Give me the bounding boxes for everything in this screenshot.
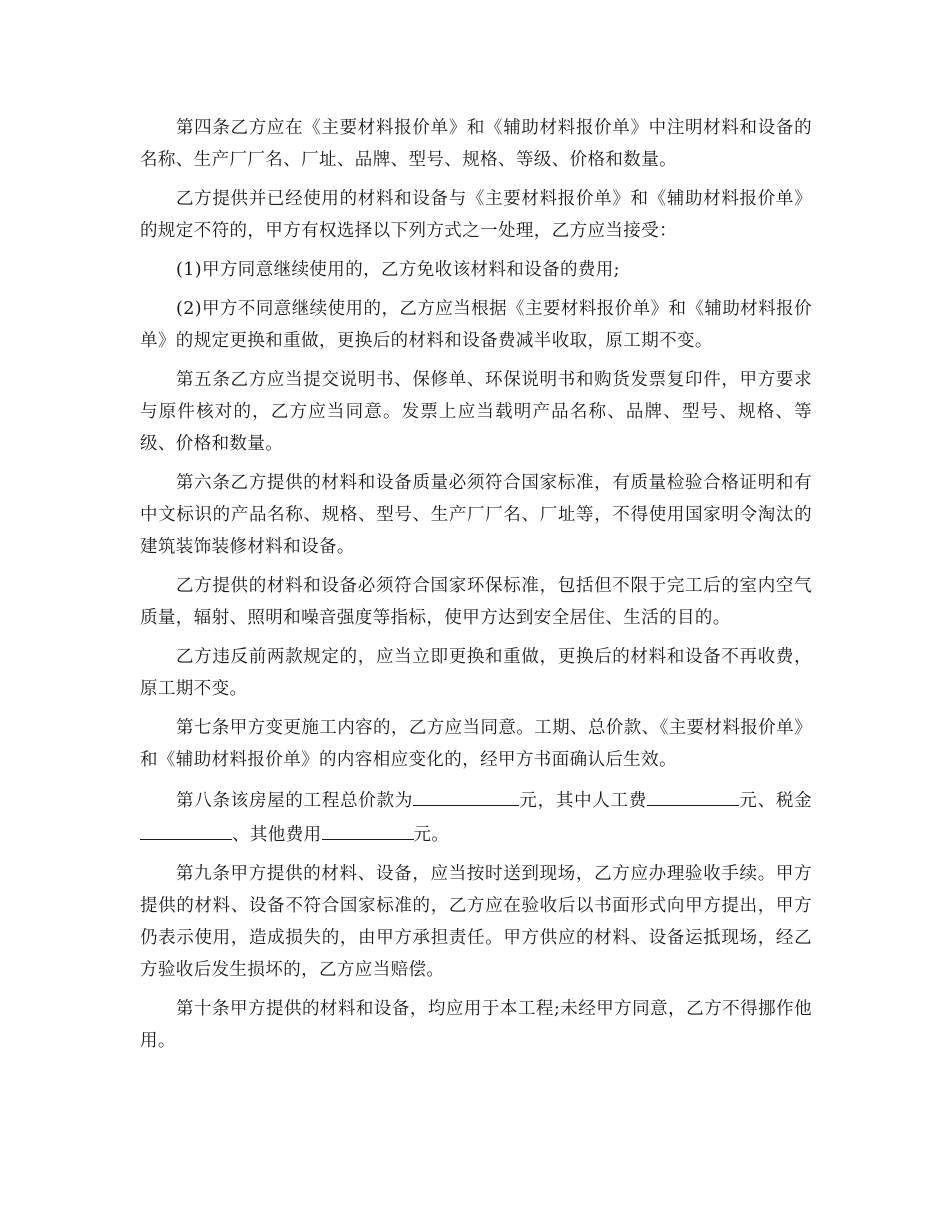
document-body xyxy=(140,112,812,1064)
other-cost-blank[interactable] xyxy=(322,817,414,840)
article-4-option-1: (1)甲方同意继续使用的，乙方免收该材料和设备的费用; xyxy=(176,260,620,280)
article-8-text-2: 元，其中人工费 xyxy=(519,791,648,811)
article-4-option-2: (2)甲方不同意继续使用的，乙方应当根据《主要材料报价单》和《辅助材料报价单》的规定更换和重做，更换后的材料和设备费减半收取，原工期不变。 xyxy=(140,299,812,351)
article-10-paragraph: 第十条甲方提供的材料和设备，均应用于本工程;未经甲方同意，乙方不得挪作他用。 xyxy=(140,999,812,1051)
tax-blank[interactable] xyxy=(140,817,232,840)
article-8-text-1: 第八条该房屋的工程总价款为 xyxy=(176,791,414,811)
article-6-environment-paragraph: 乙方提供的材料和设备必须符合国家环保标准，包括但不限于完工后的室内空气质量，辐射、照明和噪音强度等指标，使甲方达到安全居住、生活的目的。 xyxy=(140,576,812,628)
article-7-paragraph: 第七条甲方变更施工内容的，乙方应当同意。工期、总价款、《主要材料报价单》和《辅助材料报价单》的内容相应变化的，经甲方书面确认后生效。 xyxy=(140,718,812,770)
article-4-nonconformity-paragraph: 乙方提供并已经使用的材料和设备与《主要材料报价单》和《辅助材料报价单》的规定不符的，甲方有权选择以下列方式之一处理，乙方应当接受： xyxy=(140,189,812,241)
labor-cost-blank[interactable] xyxy=(647,783,739,806)
article-6-paragraph: 第六条乙方提供的材料和设备质量必须符合国家标准，有质量检验合格证明和有中文标识的产品名称、规格、型号、生产厂厂名、厂址等，不得使用国家明令淘汰的建筑装饰装修材料和设备。 xyxy=(140,473,812,557)
article-8-text-5: 元。 xyxy=(413,825,450,845)
article-4-paragraph: 第四条乙方应在《主要材料报价单》和《辅助材料报价单》中注明材料和设备的名称、生产厂厂名、厂址、品牌、型号、规格、等级、价格和数量。 xyxy=(140,118,812,170)
article-8-paragraph xyxy=(140,783,812,851)
article-9-paragraph: 第九条甲方提供的材料、设备，应当按时送到现场，乙方应办理验收手续。甲方提供的材料、设备不符合国家标准的，乙方应在验收后以书面形式向甲方提出，甲方仍表示使用，造成损失的，由甲方承担责任。甲方供应的材料、设备运抵现场，经乙方验收后发生损坏的，乙方应当赔偿。 xyxy=(140,864,812,980)
article-5-paragraph: 第五条乙方应当提交说明书、保修单、环保说明书和购货发票复印件，甲方要求与原件核对的，乙方应当同意。发票上应当载明产品名称、品牌、型号、规格、等级、价格和数量。 xyxy=(140,370,812,454)
article-6-violation-paragraph: 乙方违反前两款规定的，应当立即更换和重做，更换后的材料和设备不再收费，原工期不变。 xyxy=(140,647,812,699)
total-price-blank[interactable] xyxy=(413,783,519,806)
article-8-text-3: 元、税金 xyxy=(739,791,812,811)
article-8-text-4: 、其他费用 xyxy=(232,825,322,845)
